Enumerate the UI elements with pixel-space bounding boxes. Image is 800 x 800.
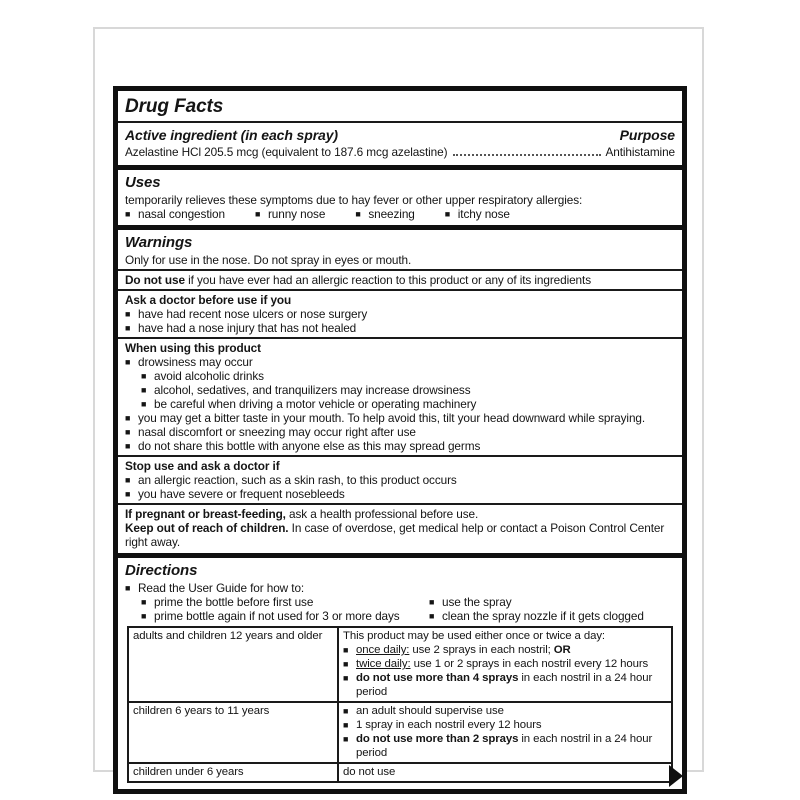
- uses-heading: Uses: [125, 174, 161, 191]
- warnings-divider: [118, 269, 682, 271]
- uses-intro: temporarily relieves these symptoms due to hay fever or other upper respiratory allergies:: [125, 193, 583, 207]
- guide-columns: [141, 595, 675, 623]
- warnings-divider: [118, 503, 682, 505]
- guide-item: ■ clean the spray nozzle if it gets clogged: [429, 609, 675, 623]
- when-using-item: ■ nasal discomfort or sneezing may occur right after use: [125, 425, 675, 439]
- table-row: [128, 627, 672, 702]
- keep-out-line: [125, 521, 675, 549]
- dosage-age-group: adults and children 12 years and older: [128, 627, 338, 702]
- when-using-subitem: ■ be careful when driving a motor vehicle or operating machinery: [141, 397, 675, 411]
- dotted-leader: [453, 154, 601, 156]
- warnings-divider: [118, 337, 682, 339]
- section-warnings: [118, 225, 682, 553]
- dosage-instructions: [338, 627, 672, 702]
- drug-facts-title: Drug Facts: [125, 96, 224, 117]
- dosage-bullet: ■ 1 spray in each nostril every 12 hours: [343, 718, 667, 732]
- stop-use-item: ■ you have severe or frequent nosebleeds: [125, 487, 675, 501]
- drug-facts-label: [113, 86, 687, 794]
- when-using-item: ■ drowsiness may occur: [125, 355, 675, 369]
- dosage-bullet: ■ do not use more than 4 sprays in each nostril in a 24 hour period: [343, 671, 667, 699]
- warnings-heading: Warnings: [125, 234, 193, 251]
- stop-use-item: ■ an allergic reaction, such as a skin rash, to this product occurs: [125, 473, 675, 487]
- dosage-intro: This product may be used either once or twice a day:: [343, 630, 605, 642]
- warnings-intro: Only for use in the nose. Do not spray in eyes or mouth.: [125, 253, 412, 267]
- section-title-active-ingredient: [118, 91, 682, 165]
- dosage-instructions: [338, 702, 672, 763]
- do-not-use-line: [125, 273, 675, 287]
- dosage-bullet: ■ do not use more than 2 sprays in each nostril in a 24 hour period: [343, 732, 667, 760]
- warnings-divider: [118, 289, 682, 291]
- label-continues-arrow-icon: [669, 765, 683, 787]
- dosage-age-group: children 6 years to 11 years: [128, 702, 338, 763]
- do-not-use-rest: if you have ever had an allergic reaction to this product or any of its ingredients: [184, 273, 591, 287]
- guide-item: ■ use the spray: [429, 595, 675, 609]
- ask-doctor-heading: Ask a doctor before use if you: [125, 293, 292, 307]
- when-using-subitem: ■ avoid alcoholic drinks: [141, 369, 675, 383]
- symptom-item: ■ sneezing: [355, 207, 414, 221]
- dosage-age-group: children under 6 years: [128, 763, 338, 782]
- title-divider: [118, 121, 682, 123]
- dosage-bullet: ■ an adult should supervise use: [343, 704, 667, 718]
- when-using-heading: When using this product: [125, 341, 261, 355]
- ingredient-name: Azelastine HCl 205.5 mcg (equivalent to 187.6 mcg azelastine): [125, 145, 448, 159]
- active-ingredient-row: [125, 144, 675, 161]
- ask-doctor-item: ■ have had recent nose ulcers or nose surgery: [125, 307, 675, 321]
- symptom-item: ■ nasal congestion: [125, 207, 225, 221]
- document-page: [93, 27, 704, 778]
- active-ingredient-header-row: [125, 125, 675, 144]
- section-directions: [118, 553, 682, 789]
- guide-item: ■ prime bottle again if not used for 3 or more days: [141, 609, 429, 623]
- do-not-use-bold: Do not use: [125, 273, 185, 287]
- dosage-bullet: ■ once daily: use 2 sprays in each nostril; OR: [343, 643, 667, 657]
- symptom-item: ■ itchy nose: [445, 207, 510, 221]
- symptom-item: ■ runny nose: [255, 207, 325, 221]
- directions-heading: Directions: [125, 562, 198, 579]
- stop-use-heading: Stop use and ask a doctor if: [125, 459, 280, 473]
- guide-item: ■ prime the bottle before first use: [141, 595, 429, 609]
- when-using-subitem: ■ alcohol, sedatives, and tranquilizers may increase drowsiness: [141, 383, 675, 397]
- dosage-instructions: do not use: [338, 763, 672, 782]
- pregnant-line: [125, 507, 675, 521]
- table-row: [128, 702, 672, 763]
- warnings-divider: [118, 455, 682, 457]
- keep-out-rest: In case of overdose, get medical help or contact a Poison Control Center right away.: [125, 521, 665, 549]
- active-ingredient-heading: Active ingredient (in each spray): [125, 127, 338, 143]
- section-uses: [118, 165, 682, 225]
- purpose-value: Antihistamine: [605, 145, 675, 159]
- purpose-heading: Purpose: [619, 127, 675, 143]
- ask-doctor-item: ■ have had a nose injury that has not healed: [125, 321, 675, 335]
- when-using-item: ■ you may get a bitter taste in your mouth. To help avoid this, tilt your head downward while spraying.: [125, 411, 675, 425]
- dosage-table: [127, 626, 673, 783]
- keep-out-bold: Keep out of reach of children.: [125, 521, 289, 535]
- uses-symptom-list: [125, 207, 675, 221]
- table-row: [128, 763, 672, 782]
- dosage-bullet: ■ twice daily: use 1 or 2 sprays in each nostril every 12 hours: [343, 657, 667, 671]
- pregnant-bold: If pregnant or breast-feeding,: [125, 507, 286, 521]
- when-using-item: ■ do not share this bottle with anyone else as this may spread germs: [125, 439, 675, 453]
- read-guide-line: ■ Read the User Guide for how to:: [125, 581, 675, 595]
- pregnant-rest: ask a health professional before use.: [285, 507, 479, 521]
